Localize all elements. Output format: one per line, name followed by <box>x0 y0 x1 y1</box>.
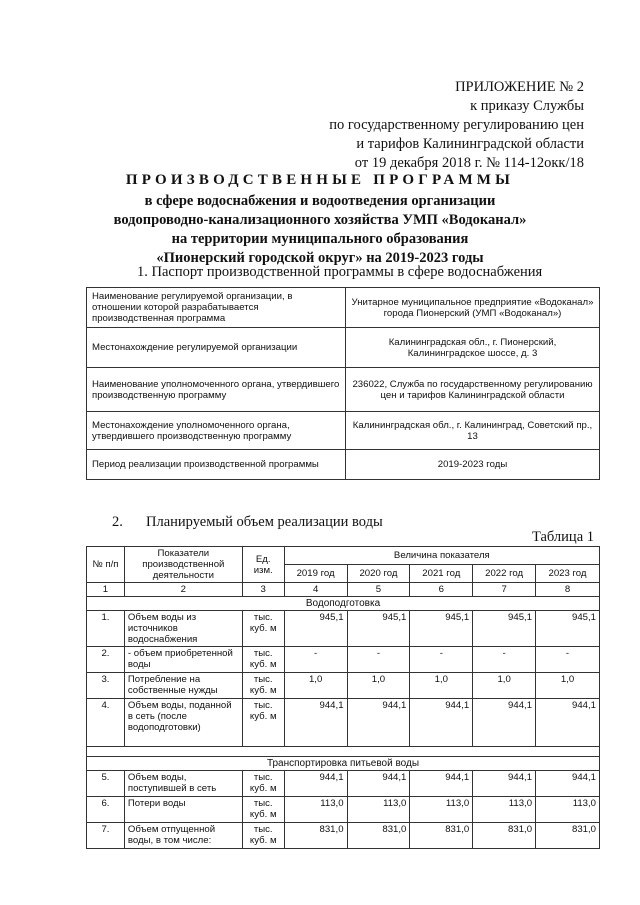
row-unit: тыс. куб. м <box>242 797 284 823</box>
row-number: 1. <box>87 611 125 647</box>
header-line: от 19 декабря 2018 г. № 114-12окк/18 <box>354 155 584 171</box>
column-number: 7 <box>473 583 536 597</box>
row-unit: тыс. куб. м <box>242 771 284 797</box>
row-value: 944,1 <box>473 771 536 797</box>
section-row <box>87 757 600 771</box>
document-title <box>0 171 640 268</box>
col-head-num: № п/п <box>87 547 125 583</box>
table-row <box>87 823 600 849</box>
column-number: 8 <box>536 583 600 597</box>
header-line: по государственному регулированию цен <box>329 117 584 133</box>
row-value: 113,0 <box>284 797 347 823</box>
table-row <box>87 699 600 747</box>
title-main: ПРОИЗВОДСТВЕННЫЕ ПРОГРАММЫ <box>125 172 515 188</box>
row-value: - <box>347 647 410 673</box>
row-value: 944,1 <box>284 699 347 747</box>
row-unit: тыс. куб. м <box>242 647 284 673</box>
row-value: 944,1 <box>536 771 600 797</box>
passport-label: Местонахождение регулируемой организации <box>87 328 346 368</box>
row-indicator: Объем отпущенной воды, в том числе: <box>124 823 242 849</box>
row-value: 113,0 <box>536 797 600 823</box>
column-number: 5 <box>347 583 410 597</box>
col-head-year: 2021 год <box>410 565 473 583</box>
row-number: 6. <box>87 797 125 823</box>
row-value: - <box>473 647 536 673</box>
row-value: 945,1 <box>536 611 600 647</box>
row-indicator: Объем воды, поданной в сеть (после водоподготовки) <box>124 699 242 747</box>
row-value: 944,1 <box>410 771 473 797</box>
passport-row <box>87 288 600 328</box>
section-2-heading <box>112 514 383 531</box>
row-unit: тыс. куб. м <box>242 673 284 699</box>
row-value: - <box>536 647 600 673</box>
row-indicator: Потери воды <box>124 797 242 823</box>
passport-row <box>87 412 600 450</box>
col-head-indicators: Показатели производственной деятельности <box>124 547 242 583</box>
water-volume-table <box>86 546 600 849</box>
row-value: 945,1 <box>347 611 410 647</box>
header-line: к приказу Службы <box>470 98 584 114</box>
section-title-transport: Транспортировка питьевой воды <box>87 757 600 771</box>
row-number: 4. <box>87 699 125 747</box>
col-head-group: Величина показателя <box>284 547 599 565</box>
row-unit: тыс. куб. м <box>242 823 284 849</box>
table-spacer <box>87 747 600 757</box>
row-value: 831,0 <box>347 823 410 849</box>
row-value: 831,0 <box>410 823 473 849</box>
column-number: 4 <box>284 583 347 597</box>
passport-value: Унитарное муниципальное предприятие «Водоканал» города Пионерский (УМП «Водоканал») <box>346 288 600 328</box>
passport-value: 236022, Служба по государственному регулированию цен и тарифов Калининградской области <box>346 368 600 412</box>
passport-value: 2019-2023 годы <box>346 450 600 480</box>
row-value: - <box>284 647 347 673</box>
section-2-number: 2. <box>112 514 123 530</box>
column-number: 2 <box>124 583 242 597</box>
title-line: в сфере водоснабжения и водоотведения организации <box>144 193 496 209</box>
row-value: 1,0 <box>347 673 410 699</box>
row-number: 7. <box>87 823 125 849</box>
row-value: 944,1 <box>347 699 410 747</box>
row-value: 831,0 <box>473 823 536 849</box>
table-row <box>87 771 600 797</box>
table-row <box>87 673 600 699</box>
row-indicator: Потребление на собственные нужды <box>124 673 242 699</box>
row-value: 1,0 <box>473 673 536 699</box>
passport-label: Период реализации производственной программы <box>87 450 346 480</box>
row-value: - <box>410 647 473 673</box>
title-line: на территории муниципального образования <box>171 231 469 247</box>
table-row <box>87 611 600 647</box>
passport-value: Калининградская обл., г. Пионерский, Калининградское шоссе, д. 3 <box>346 328 600 368</box>
col-head-year: 2022 год <box>473 565 536 583</box>
table-row <box>87 647 600 673</box>
table-head-row <box>87 547 600 565</box>
passport-label: Местонахождение уполномоченного органа, утвердившего производственную программу <box>87 412 346 450</box>
passport-label: Наименование уполномоченного органа, утвердившего производственную программу <box>87 368 346 412</box>
row-value: 945,1 <box>473 611 536 647</box>
row-unit: тыс. куб. м <box>242 699 284 747</box>
row-value: 1,0 <box>284 673 347 699</box>
row-value: 945,1 <box>284 611 347 647</box>
table-row <box>87 797 600 823</box>
col-head-year: 2023 год <box>536 565 600 583</box>
column-number-row <box>87 583 600 597</box>
col-head-unit: Ед. изм. <box>242 547 284 583</box>
passport-row <box>87 450 600 480</box>
row-value: 831,0 <box>284 823 347 849</box>
column-number: 1 <box>87 583 125 597</box>
header-line: и тарифов Калининградской области <box>356 136 584 152</box>
row-value: 944,1 <box>536 699 600 747</box>
col-head-year: 2019 год <box>284 565 347 583</box>
row-value: 831,0 <box>536 823 600 849</box>
section-title-water-treatment: Водоподготовка <box>87 597 600 611</box>
row-value: 113,0 <box>473 797 536 823</box>
appendix-header <box>329 78 584 173</box>
column-number: 3 <box>242 583 284 597</box>
passport-value: Калининградская обл., г. Калининград, Советский пр., 13 <box>346 412 600 450</box>
table-label: Таблица 1 <box>531 529 594 545</box>
row-number: 5. <box>87 771 125 797</box>
passport-label: Наименование регулируемой организации, в отношении которой разрабатывается производственная программа <box>87 288 346 328</box>
passport-row <box>87 328 600 368</box>
row-number: 3. <box>87 673 125 699</box>
header-line: ПРИЛОЖЕНИЕ № 2 <box>455 79 584 95</box>
row-value: 113,0 <box>410 797 473 823</box>
row-value: 113,0 <box>347 797 410 823</box>
row-value: 944,1 <box>473 699 536 747</box>
passport-row <box>87 368 600 412</box>
row-indicator: Объем воды, поступившей в сеть <box>124 771 242 797</box>
col-head-year: 2020 год <box>347 565 410 583</box>
row-value: 1,0 <box>410 673 473 699</box>
section-2-title: Планируемый объем реализации воды <box>146 514 383 530</box>
row-number: 2. <box>87 647 125 673</box>
row-value: 944,1 <box>347 771 410 797</box>
row-value: 944,1 <box>410 699 473 747</box>
table-spacer-row <box>87 747 600 757</box>
row-value: 944,1 <box>284 771 347 797</box>
row-value: 945,1 <box>410 611 473 647</box>
title-line: «Пионерский городской округ» на 2019-2023 годы <box>156 250 484 266</box>
section-row <box>87 597 600 611</box>
column-number: 6 <box>410 583 473 597</box>
row-value: 1,0 <box>536 673 600 699</box>
title-line: водопроводно-канализационного хозяйства УМП «Водоканал» <box>113 212 527 228</box>
section-1-heading: 1. Паспорт производственной программы в сфере водоснабжения <box>137 264 543 280</box>
passport-table <box>86 287 600 480</box>
row-unit: тыс. куб. м <box>242 611 284 647</box>
row-indicator: Объем воды из источников водоснабжения <box>124 611 242 647</box>
row-indicator: - объем приобретенной воды <box>124 647 242 673</box>
